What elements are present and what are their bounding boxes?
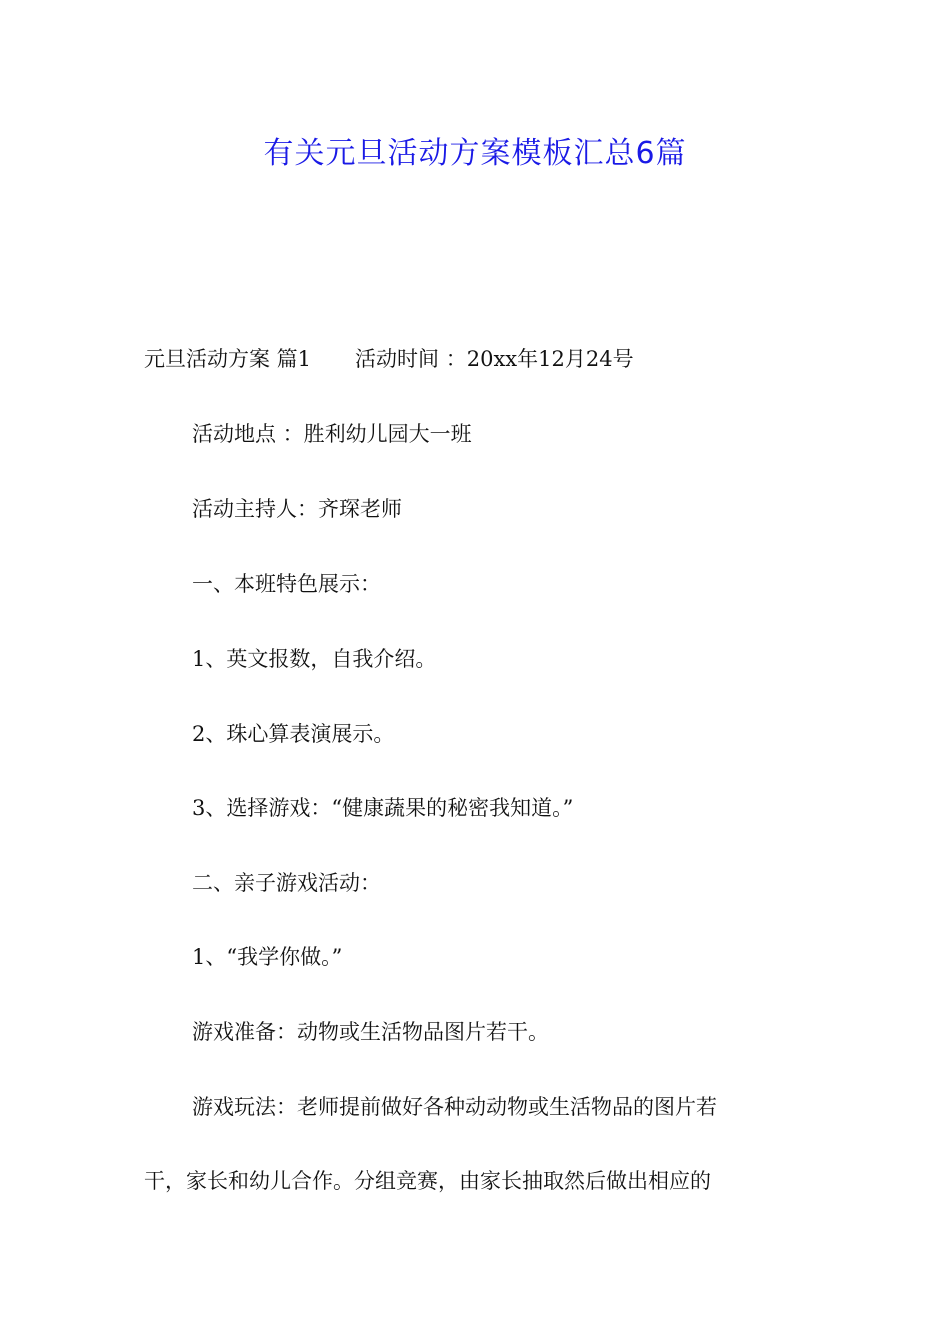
paragraph-line: 干，家长和幼儿合作。分组竞赛，由家长抽取然后做出相应的 (144, 1169, 711, 1193)
paragraph-line: 一、本班特色展示： (192, 572, 381, 596)
paragraph-line: 活动主持人：齐琛老师 (192, 497, 402, 521)
paragraph-line: 2、珠心算表演展示。 (192, 722, 395, 746)
section-heading: 元旦活动方案 篇1 (144, 347, 312, 371)
paragraph-line: 活动地点 ：胜利幼儿园大一班 (192, 422, 472, 446)
paragraph-line: 1、英文报数，自我介绍。 (192, 647, 437, 671)
section-heading-line (144, 344, 634, 374)
document-title: 有关元旦活动方案模板汇总6篇 (263, 136, 687, 171)
paragraph-line: 1、“我学你做。” (192, 945, 343, 969)
activity-time: 活动时间 ：20xx年12月24号 (355, 347, 634, 371)
paragraph-line: 游戏玩法：老师提前做好各种动动物或生活物品的图片若 (192, 1095, 717, 1119)
paragraph-line: 游戏准备：动物或生活物品图片若干。 (192, 1020, 549, 1044)
paragraph-line: 3、选择游戏：“健康蔬果的秘密我知道。” (192, 796, 574, 820)
paragraph-line: 二、亲子游戏活动： (192, 871, 381, 895)
